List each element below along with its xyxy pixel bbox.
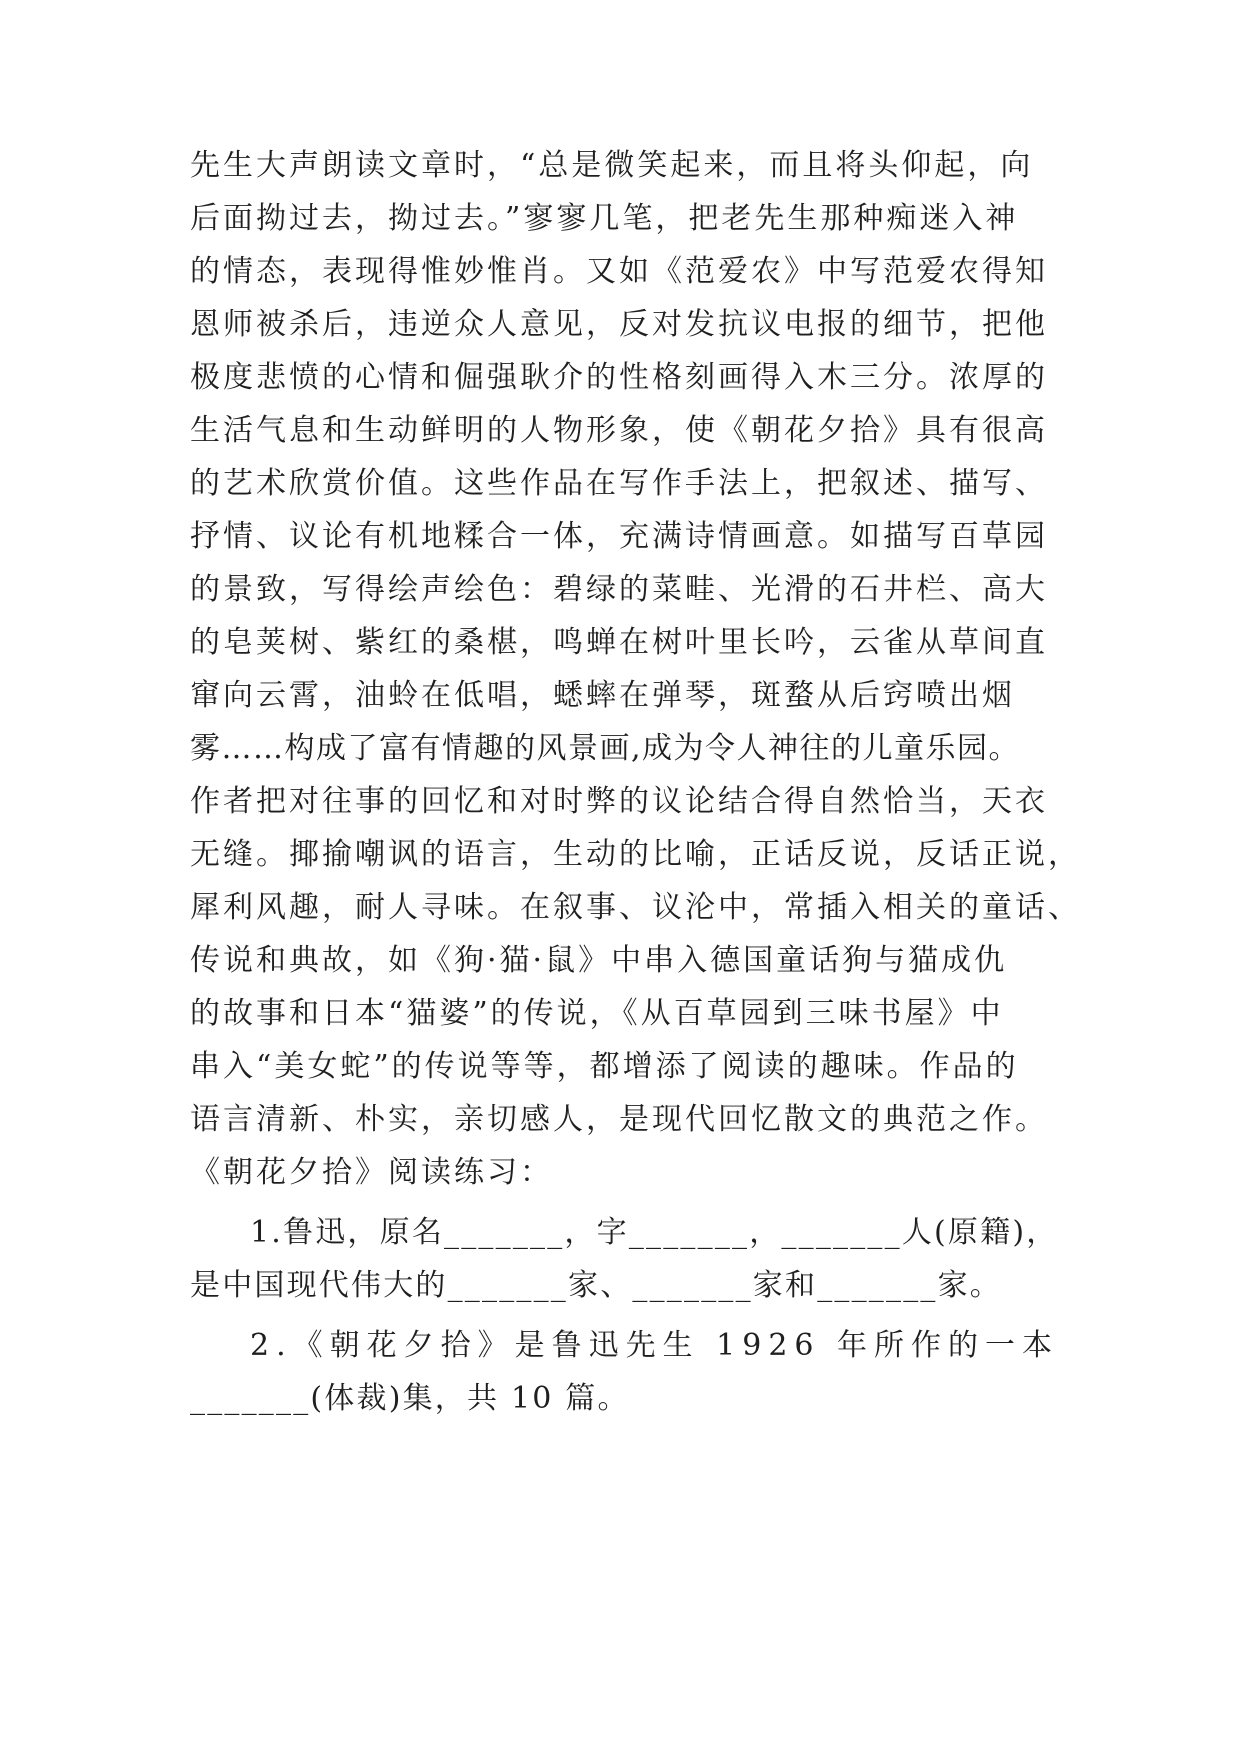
paragraph-line: 的艺术欣赏价值。这些作品在写作手法上，把叙述、描写、 (190, 466, 1048, 501)
question-1-line-2: 是中国现代伟大的_______家、_______家和_______家。 (190, 1268, 1002, 1303)
paragraph-line: 先生大声朗读文章时，“总是微笑起来，而且将头仰起，向 (190, 148, 1034, 183)
paragraph-line: 犀利风趣，耐人寻味。在叙事、议沦中，常插入相关的童话、 (190, 890, 1081, 925)
paragraph-line: 的景致，写得绘声绘色：碧绿的菜畦、光滑的石井栏、高大 (190, 572, 1048, 607)
paragraph-line: 作者把对往事的回忆和对时弊的议论结合得自然恰当，天衣 (190, 784, 1048, 819)
paragraph-line: 串入“美女蛇”的传说等等，都增添了阅读的趣味。作品的 (190, 1049, 1019, 1084)
paragraph-line: 无缝。揶揄嘲讽的语言，生动的比喻，正话反说，反话正说， (190, 837, 1081, 872)
paragraph-line: 抒情、议论有机地糅合一体，充满诗情画意。如描写百草园 (190, 519, 1048, 554)
paragraph-line: 的故事和日本“猫婆”的传说，《从百草园到三味书屋》中 (190, 996, 1004, 1031)
question-1-line-1: 1.鲁迅，原名_______，字_______，_______人(原籍)， (250, 1215, 1059, 1250)
paragraph-line: 窜向云霄，油蛉在低唱，蟋蟀在弹琴，斑蝥从后窍喷出烟 (190, 678, 1015, 713)
paragraph-line: 后面拗过去，拗过去。”寥寥几笔，把老先生那种痴迷入神 (190, 201, 1019, 236)
section-heading: 《朝花夕拾》阅读练习： (190, 1155, 553, 1190)
question-2-line-2: _______(体裁)集，共 10 篇。 (190, 1381, 630, 1416)
paragraph-line: 恩师被杀后，违逆众人意见，反对发抗议电报的细节，把他 (190, 307, 1048, 342)
paragraph-line: 极度悲愤的心情和倔强耿介的性格刻画得入木三分。浓厚的 (190, 360, 1048, 395)
paragraph-line: 传说和典故，如《狗·猫·鼠》中串入德国童话狗与猫成仇 (190, 943, 1008, 978)
paragraph-line: 的皂荚树、紫红的桑椹，鸣蝉在树叶里长吟，云雀从草间直 (190, 625, 1048, 660)
question-2-line-1: 2.《朝花夕拾》是鲁迅先生 1926 年所作的一本 (250, 1328, 1060, 1363)
paragraph-line: 生活气息和生动鲜明的人物形象，使《朝花夕拾》具有很高 (190, 413, 1048, 448)
paragraph-line: 雾……构成了富有情趣的风景画,成为令人神往的儿童乐园。 (190, 731, 1021, 766)
paragraph-line: 的情态，表现得惟妙惟肖。又如《范爱农》中写范爱农得知 (190, 254, 1048, 289)
paragraph-line: 语言清新、朴实，亲切感人，是现代回忆散文的典范之作。 (190, 1102, 1048, 1137)
